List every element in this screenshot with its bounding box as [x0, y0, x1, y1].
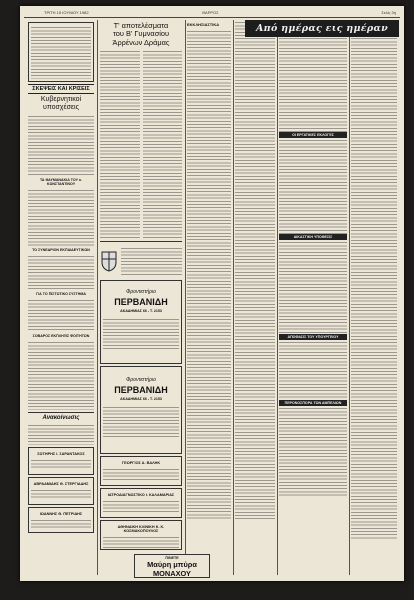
results-headline: Τ' αποτελέσματα του Β' Γυμνασίου Άρρένων Δράμας [112, 21, 170, 47]
banner-title: Από ημέρας εις ημέραν [256, 23, 388, 34]
banner-apo-imeras [245, 20, 399, 37]
column-3-listings [187, 29, 231, 521]
ad-box-georgios: ΓΕΩΡΓΙΟΣ Α. ΒΑΛΗΚ [100, 456, 182, 486]
article-body [28, 114, 94, 176]
ad-box-sotiris: ΣΩΤΗΡΗΣ Ι. ΣΑΡΑΝΤΑΚΟΣ [28, 447, 94, 475]
ad-box-frontistirio-1: Φροντιστήριο ΠΕΡΒΑΝΙΔΗ ΑΚΑΔΗΜΙΑΣ 66 - Τ. 2153 [100, 280, 182, 364]
municipal-notice [100, 244, 182, 278]
article-body [28, 298, 94, 332]
results-name-lists [100, 49, 182, 239]
column-6-text [351, 20, 397, 540]
announcement-body [28, 423, 94, 445]
column-5 [279, 20, 347, 575]
subheading-1: ΤΑ ΘΑΥΜΑΝΑΚΙΑ ΤΟΥ κ. ΚΩΝΣΤΑΝΤΙΝΟΥ [39, 178, 83, 186]
page-header-line [24, 9, 400, 18]
ad-box-clinic-2: ΑΘΗΝΑΙΚΗ ΚΛΙΝΙΚΗ Κ. Κ. ΚΟΣΜΑΚΟΠΟΥΛΟΣ [100, 520, 182, 550]
ad-box-avramidis: ΑΒΡΑΑΜΙΔΗΣ Θ. ΣΤΕΡΓΙΑΔΗΣ [28, 477, 94, 505]
column-5-bar-1: ΟΙ ΕΡΓΑΤΙΚΕΣ ΕΚΛΟΓΕΣ [279, 132, 347, 138]
header-date: ΤΡΙΤΗ 15 ΙΟΥΝΙΟΥ 1982 [44, 10, 89, 15]
article-body [28, 340, 94, 410]
article-headline-government-resignations: Κυβερνητικοί υποσχέσεις [40, 96, 82, 111]
column-1 [28, 20, 94, 575]
newspaper-page [20, 6, 404, 581]
column-5-bar-4: ΠΕΡΟΝΟΣΠΟΡΑ ΤΩΝ ΑΜΠΕΛΙΩΝ [279, 400, 347, 406]
ad-box-clinic-1: ΙΑΤΡΟΔΙΑΓΝΩΣΤΙΚΟ Ι. ΚΑΛΑΜΑΡΙΑΣ [100, 488, 182, 518]
masthead-box [28, 22, 94, 82]
subheading-3: ΓΙΑ ΤΟ ΠΙΣΤΩΤΙΚΟ ΣΥΣΤΗΜΑ [36, 292, 86, 296]
header-paper-name: ΘΑΡΡΟΣ [202, 10, 219, 15]
column-5-bar-2: ΔΙΚΑΣΤΙΚΗ ΥΠΟΘΕΣΙΣ [279, 234, 347, 240]
article-body [28, 188, 94, 246]
ad-box-monachou: ΠΙΝΕΤΕ Μαύρη μπύρα ΜΟΝΑΧΟΥ [134, 554, 210, 578]
column-4-short-items [235, 20, 275, 520]
column-3 [187, 20, 231, 575]
column-3-heading: ΕΚΚΛΗΣΙΑΣΤΙΚΑ [187, 22, 220, 27]
subheading-4: ΣΟΒΑΡΟΣ ΕΚΠΛΗΞΙΣ ΦΟΙΤΗΤΩΝ [32, 334, 90, 338]
header-page-number: Σελίς 3η [381, 10, 396, 15]
article-body [28, 254, 94, 290]
anakoinosis-title: Ανακοίνωσις [42, 415, 80, 421]
column-6 [351, 20, 397, 575]
coat-of-arms-icon [100, 250, 118, 272]
section-title-criticisms: ΣΚΕΨΕΙΣ ΚΑΙ ΚΡΙΣΕΙΣ [28, 84, 94, 94]
ad-box-petridis: ΙΩΑΝΝΗΣ Θ. ΠΕΤΡΙΔΗΣ [28, 507, 94, 533]
ad-box-frontistirio-2: Φροντιστήριο ΠΕΡΒΑΝΙΔΗ ΑΚΑΔΗΜΙΑΣ 66 - Τ. 2153 [100, 366, 182, 454]
column-2 [100, 20, 182, 575]
subheading-2: ΤΟ ΣΥΝΕΔΡΙΟΝ ΕΚΠΑΙΔΕΥΤΙΚΩΝ [32, 248, 90, 252]
column-4 [235, 20, 275, 575]
column-5-bar-3: ΑΠΟΦΑΣΙΣ ΤΟΥ ΥΠΟΥΡΓΕΙΟΥ [279, 334, 347, 340]
